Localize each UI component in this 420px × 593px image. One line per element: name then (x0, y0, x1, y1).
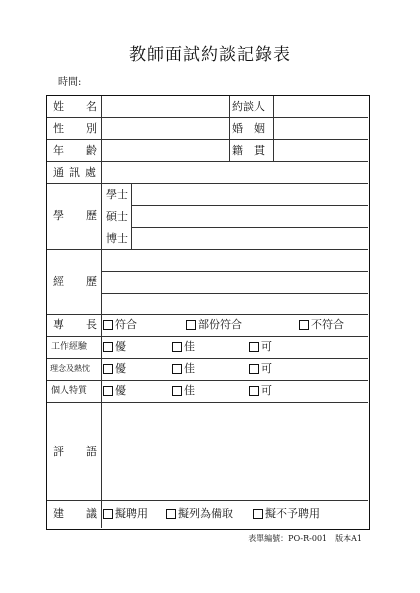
checkbox-icon[interactable] (172, 364, 182, 374)
checkbox-icon[interactable] (103, 509, 113, 519)
checkbox-icon[interactable] (166, 509, 176, 519)
label-age: 年 齡 (53, 144, 97, 157)
label-comments: 評 語 (53, 445, 97, 458)
specialty-option-match[interactable]: 符合 (103, 318, 137, 332)
suggestion-option-reject[interactable]: 擬不予聘用 (253, 507, 320, 521)
checkbox-icon[interactable] (249, 342, 259, 352)
label-name: 姓 名 (53, 100, 97, 113)
work-rating-good[interactable]: 佳 (172, 340, 195, 354)
checkbox-icon[interactable] (103, 386, 113, 396)
label-origin: 籍 貫 (232, 144, 265, 157)
checkbox-icon[interactable] (172, 342, 182, 352)
degree-bachelor: 學士 (106, 188, 128, 201)
label-gender: 性 別 (53, 122, 97, 135)
label-personal-traits: 個人特質 (51, 386, 88, 396)
page-title: 教師面試約談記錄表 (129, 45, 291, 65)
label-specialty: 專 長 (53, 318, 97, 331)
time-label: 時間: (58, 77, 82, 88)
philosophy-rating-excellent[interactable]: 優 (103, 362, 126, 376)
checkbox-icon[interactable] (249, 364, 259, 374)
traits-rating-excellent[interactable]: 優 (103, 384, 126, 398)
philosophy-rating-fair[interactable]: 可 (249, 362, 272, 376)
checkbox-icon[interactable] (172, 386, 182, 396)
form-number-footer: 表單編號：PO-R-001 版本A1 (248, 534, 362, 543)
checkbox-icon[interactable] (186, 320, 196, 330)
work-rating-excellent[interactable]: 優 (103, 340, 126, 354)
label-experience: 經 歷 (53, 275, 97, 288)
specialty-option-partial[interactable]: 部份符合 (186, 318, 242, 332)
label-work-experience: 工作經驗 (51, 342, 88, 352)
degree-doctor: 博士 (106, 232, 128, 245)
label-philosophy: 理念及熱忱 (50, 364, 90, 373)
checkbox-icon[interactable] (249, 386, 259, 396)
checkbox-icon[interactable] (103, 342, 113, 352)
work-rating-fair[interactable]: 可 (249, 340, 272, 354)
checkbox-icon[interactable] (103, 320, 113, 330)
interview-form-table (46, 95, 370, 530)
checkbox-icon[interactable] (103, 364, 113, 374)
checkbox-icon[interactable] (299, 320, 309, 330)
checkbox-icon[interactable] (253, 509, 263, 519)
suggestion-option-hire[interactable]: 擬聘用 (103, 507, 148, 521)
specialty-option-no-match[interactable]: 不符合 (299, 318, 344, 332)
traits-rating-good[interactable]: 佳 (172, 384, 195, 398)
degree-master: 碩士 (106, 210, 128, 223)
label-marital: 婚 姻 (232, 122, 265, 135)
philosophy-rating-good[interactable]: 佳 (172, 362, 195, 376)
label-suggestion: 建 議 (53, 507, 97, 520)
suggestion-option-waitlist[interactable]: 擬列為備取 (166, 507, 233, 521)
label-address: 通訊處 (53, 166, 101, 179)
label-interviewer: 約談人 (232, 100, 265, 113)
label-education: 學 歷 (53, 209, 97, 222)
traits-rating-fair[interactable]: 可 (249, 384, 272, 398)
